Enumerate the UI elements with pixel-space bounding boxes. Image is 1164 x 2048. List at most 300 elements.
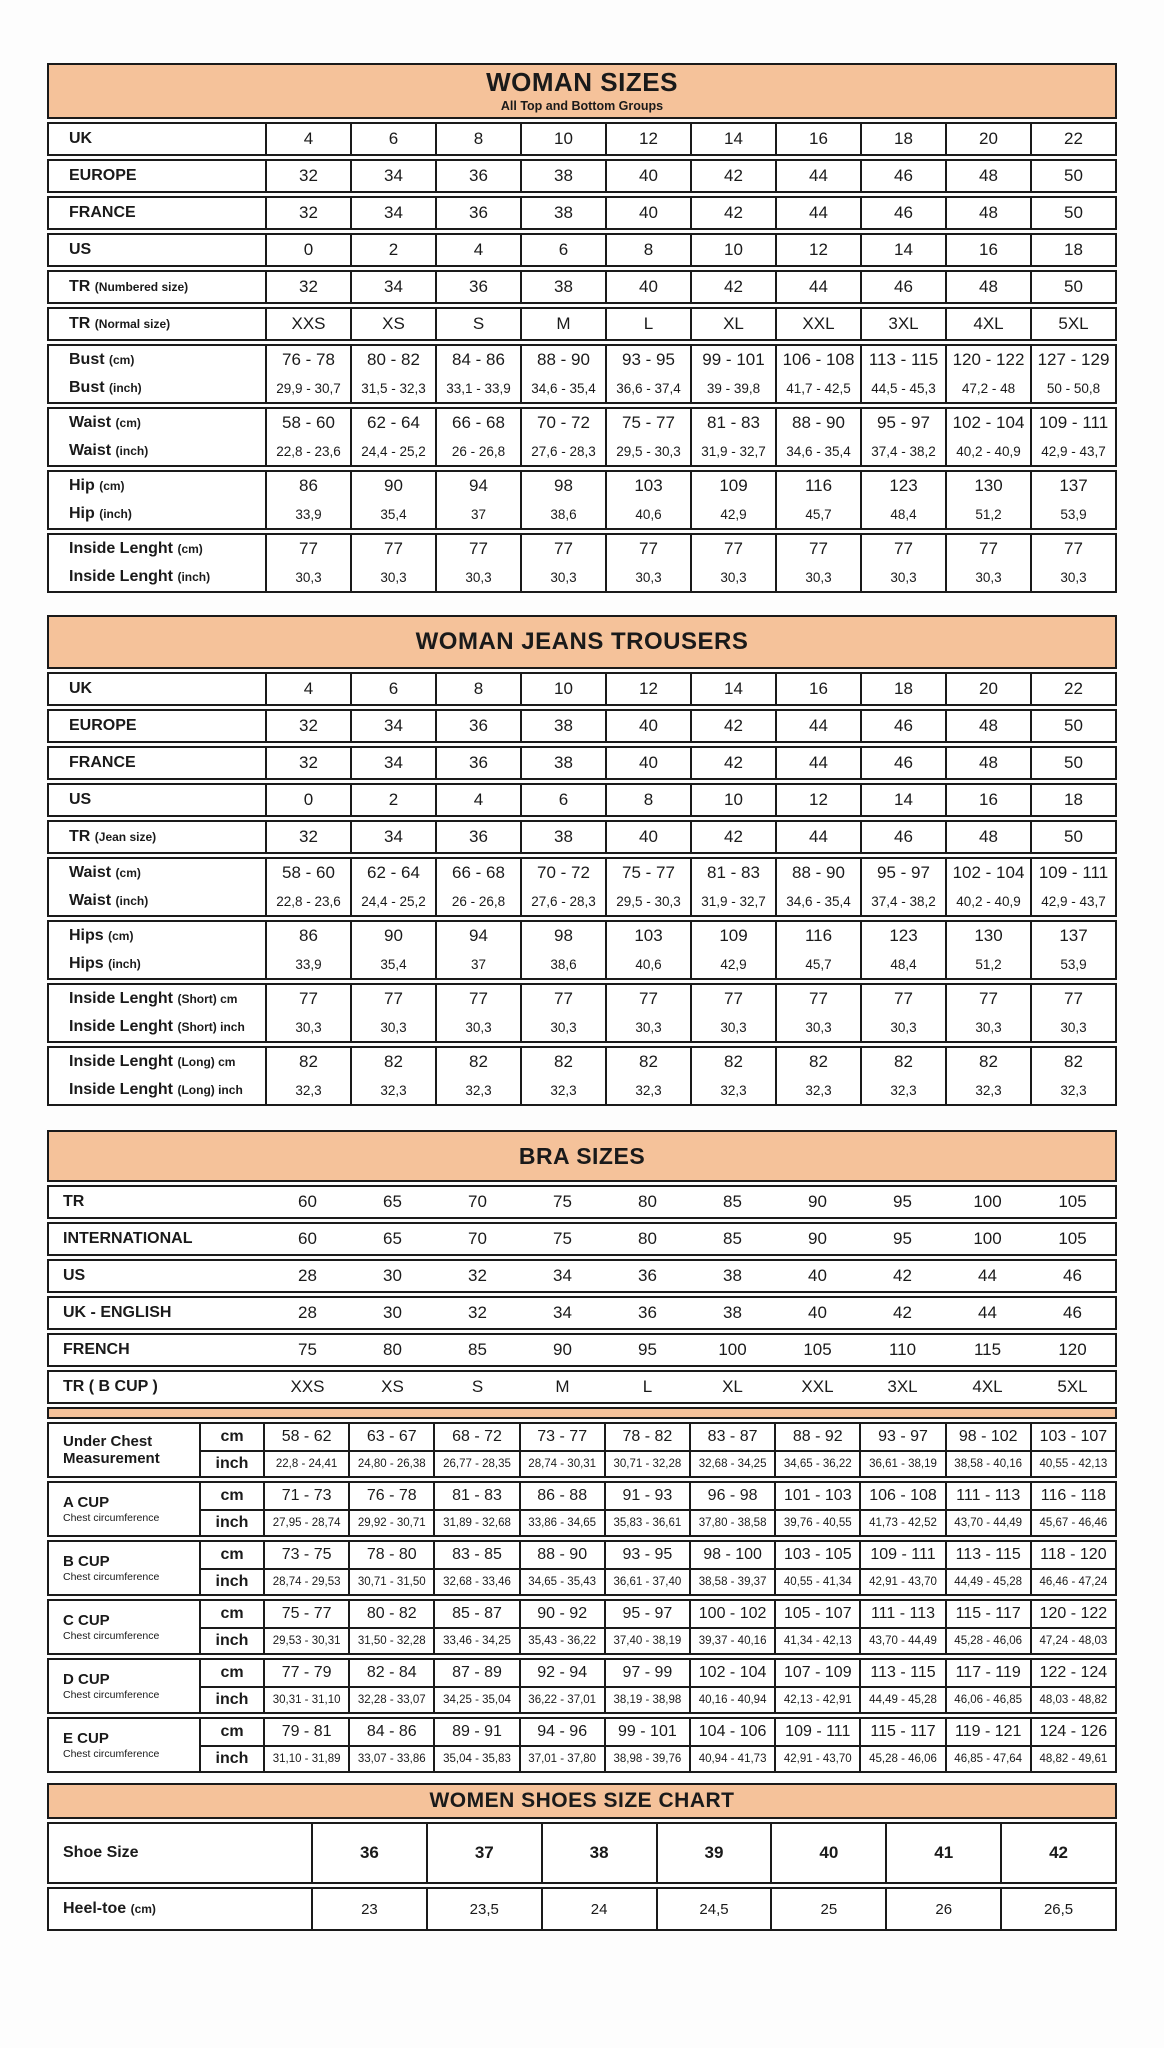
value-cell: 90 bbox=[808, 1229, 827, 1248]
value-cell: 45,67 - 46,46 bbox=[1030, 1509, 1115, 1535]
woman-sizes-table bbox=[47, 63, 1117, 593]
table-row bbox=[49, 198, 1115, 228]
table-row bbox=[49, 748, 1115, 778]
value-cell: 14 bbox=[860, 785, 945, 815]
value-cell: 113 - 115 bbox=[859, 1660, 944, 1686]
value-cell: 30,3 bbox=[1030, 1013, 1115, 1041]
value-cell: 79 - 81 bbox=[263, 1719, 348, 1745]
row-label: EUROPE bbox=[69, 167, 137, 184]
value-cell: 42 bbox=[1000, 1824, 1115, 1882]
value-cell: 90 - 92 bbox=[519, 1601, 604, 1627]
table-row-group bbox=[47, 1333, 1117, 1367]
value-cell: 42,9 - 43,7 bbox=[1030, 887, 1115, 915]
unit-cell: cm bbox=[199, 1542, 263, 1568]
value-cell: 46,85 - 47,64 bbox=[945, 1745, 1030, 1771]
value-cell: 30,3 bbox=[775, 563, 860, 591]
value-cell: 47,2 - 48 bbox=[945, 374, 1030, 402]
value-cell: 32 bbox=[265, 748, 350, 778]
value-cell: 53,9 bbox=[1030, 950, 1115, 978]
table-row-group bbox=[47, 233, 1117, 267]
value-cell: 65 bbox=[383, 1192, 402, 1211]
value-cell: 88 - 92 bbox=[774, 1424, 859, 1450]
value-cell: 32 bbox=[265, 272, 350, 302]
value-cell: 86 - 88 bbox=[519, 1483, 604, 1509]
value-cell: 90 bbox=[350, 472, 435, 500]
women-shoes-title: WOMEN SHOES SIZE CHART bbox=[429, 1788, 735, 1812]
value-cell: 27,95 - 28,74 bbox=[263, 1509, 348, 1535]
value-cell: 38,19 - 38,98 bbox=[604, 1686, 689, 1712]
value-cell: 46 bbox=[1063, 1266, 1082, 1285]
measure-group bbox=[49, 1601, 1115, 1653]
measure-label: Under Chest Measurement bbox=[63, 1432, 160, 1467]
row-label: TR (Jean size) bbox=[69, 828, 157, 845]
unit-cell: cm bbox=[199, 1660, 263, 1686]
value-cell: 78 - 82 bbox=[604, 1424, 689, 1450]
table-row-group bbox=[47, 1422, 1117, 1478]
value-cell: 111 - 113 bbox=[945, 1483, 1030, 1509]
value-cell: 38,58 - 40,16 bbox=[945, 1450, 1030, 1476]
measure-group bbox=[49, 1719, 1115, 1771]
value-cell: 34 bbox=[350, 748, 435, 778]
value-cell: 95 bbox=[893, 1192, 912, 1211]
table-row-group bbox=[47, 920, 1117, 980]
value-cell: 33,9 bbox=[265, 500, 350, 528]
value-cell: 30,3 bbox=[435, 563, 520, 591]
value-cell: M bbox=[555, 1377, 570, 1396]
table-row bbox=[49, 1076, 1115, 1104]
value-cell: 37 bbox=[435, 950, 520, 978]
value-cell: 34 bbox=[553, 1303, 572, 1322]
value-cell: 40,2 - 40,9 bbox=[945, 437, 1030, 465]
value-cell: 20 bbox=[945, 674, 1030, 704]
value-cell: 98 - 102 bbox=[945, 1424, 1030, 1450]
value-cell: 87 - 89 bbox=[433, 1660, 518, 1686]
value-cell: 4 bbox=[265, 674, 350, 704]
unit-cell: inch bbox=[199, 1509, 263, 1535]
value-cell: 41,34 - 42,13 bbox=[774, 1627, 859, 1653]
value-cell: 34,6 - 35,4 bbox=[775, 887, 860, 915]
value-cell: 45,28 - 46,06 bbox=[945, 1627, 1030, 1653]
value-cell: 6 bbox=[520, 785, 605, 815]
value-cell: 71 - 73 bbox=[263, 1483, 348, 1509]
value-cell: 41,7 - 42,5 bbox=[775, 374, 860, 402]
table-row bbox=[49, 535, 1115, 563]
value-cell: 36 bbox=[311, 1824, 426, 1882]
value-cell: 82 bbox=[605, 1048, 690, 1076]
value-cell: 22,8 - 23,6 bbox=[265, 887, 350, 915]
value-cell: 99 - 101 bbox=[604, 1719, 689, 1745]
row-label: US bbox=[69, 791, 92, 808]
table-row bbox=[49, 1048, 1115, 1076]
value-cell: 115 - 117 bbox=[859, 1719, 944, 1745]
value-cell: 48 bbox=[945, 198, 1030, 228]
row-label: Inside Lenght (cm) bbox=[69, 540, 203, 557]
unit-cell: cm bbox=[199, 1719, 263, 1745]
value-cell: 27,6 - 28,3 bbox=[520, 437, 605, 465]
value-cell: 30,3 bbox=[945, 563, 1030, 591]
row-label: Waist (inch) bbox=[69, 442, 149, 459]
unit-cell: inch bbox=[199, 1568, 263, 1594]
value-cell: XS bbox=[381, 1377, 404, 1396]
value-cell: 36,61 - 37,40 bbox=[604, 1568, 689, 1594]
value-cell: 77 bbox=[435, 985, 520, 1013]
value-cell: 51,2 bbox=[945, 500, 1030, 528]
value-cell: 70 - 72 bbox=[520, 859, 605, 887]
value-cell: 29,5 - 30,3 bbox=[605, 437, 690, 465]
row-label: Shoe Size bbox=[63, 1844, 139, 1861]
value-cell: 37,4 - 38,2 bbox=[860, 887, 945, 915]
value-cell: 24,5 bbox=[656, 1889, 771, 1929]
table-row bbox=[49, 1889, 1115, 1929]
value-cell: 18 bbox=[860, 674, 945, 704]
value-cell: 120 - 122 bbox=[1030, 1601, 1115, 1627]
value-cell: 44,49 - 45,28 bbox=[859, 1686, 944, 1712]
value-cell: 77 bbox=[265, 985, 350, 1013]
value-cell: 8 bbox=[435, 124, 520, 154]
value-cell: 106 - 108 bbox=[859, 1483, 944, 1509]
women-shoes-body bbox=[47, 1822, 1117, 1931]
bra-sizes-title: BRA SIZES bbox=[518, 1142, 646, 1169]
unit-cell: cm bbox=[199, 1424, 263, 1450]
value-cell: 26,77 - 28,35 bbox=[433, 1450, 518, 1476]
value-cell: 26 bbox=[885, 1889, 1000, 1929]
table-row bbox=[49, 985, 1115, 1013]
row-label bbox=[49, 1719, 199, 1771]
row-label: Bust (inch) bbox=[69, 379, 142, 396]
value-cell: 85 bbox=[468, 1340, 487, 1359]
value-cell: 94 - 96 bbox=[519, 1719, 604, 1745]
value-cell: 82 - 84 bbox=[348, 1660, 433, 1686]
value-cell: 137 bbox=[1030, 472, 1115, 500]
woman-sizes-title: WOMAN SIZES bbox=[486, 67, 678, 98]
value-cell: 85 bbox=[723, 1229, 742, 1248]
value-cell: 36 bbox=[435, 198, 520, 228]
value-cell: 4XL bbox=[945, 309, 1030, 339]
value-cell: 6 bbox=[350, 674, 435, 704]
value-cell: XXS bbox=[265, 309, 350, 339]
table-row bbox=[49, 472, 1115, 500]
value-cell: 66 - 68 bbox=[435, 409, 520, 437]
value-cell: 120 bbox=[1058, 1340, 1087, 1359]
value-cell: 81 - 83 bbox=[433, 1483, 518, 1509]
measure-label: A CUP bbox=[63, 1493, 110, 1511]
value-cell: 18 bbox=[860, 124, 945, 154]
value-cell: 46 bbox=[860, 711, 945, 741]
value-cell: 42,9 bbox=[690, 950, 775, 978]
value-cell: 30,3 bbox=[690, 563, 775, 591]
table-row bbox=[49, 1335, 1115, 1365]
value-cell: 82 bbox=[435, 1048, 520, 1076]
value-cell: 38,98 - 39,76 bbox=[604, 1745, 689, 1771]
value-cell: 8 bbox=[435, 674, 520, 704]
value-cell: 116 bbox=[775, 472, 860, 500]
unit-cell: inch bbox=[199, 1450, 263, 1476]
value-cell: 77 bbox=[350, 985, 435, 1013]
value-cell: 44 bbox=[978, 1303, 997, 1322]
value-cell: 32,3 bbox=[520, 1076, 605, 1104]
table-row-group bbox=[47, 746, 1117, 780]
value-cell: 22,8 - 23,6 bbox=[265, 437, 350, 465]
value-cell: 38 bbox=[520, 711, 605, 741]
value-cell: 94 bbox=[435, 922, 520, 950]
row-label bbox=[49, 1424, 199, 1476]
value-cell: 103 - 105 bbox=[774, 1542, 859, 1568]
value-cell: 32,3 bbox=[860, 1076, 945, 1104]
value-cell: 39 bbox=[656, 1824, 771, 1882]
value-cell: 70 bbox=[468, 1229, 487, 1248]
row-label: UK bbox=[69, 680, 93, 697]
value-cell: 51,2 bbox=[945, 950, 1030, 978]
value-cell: 38 bbox=[520, 272, 605, 302]
value-cell: 109 - 111 bbox=[859, 1542, 944, 1568]
row-label: Waist (inch) bbox=[69, 892, 149, 909]
value-cell: 48,82 - 49,61 bbox=[1030, 1745, 1115, 1771]
value-cell: 32 bbox=[468, 1303, 487, 1322]
value-cell: 50 bbox=[1030, 748, 1115, 778]
value-cell: 77 bbox=[265, 535, 350, 563]
value-cell: 26,5 bbox=[1000, 1889, 1115, 1929]
value-cell: 6 bbox=[520, 235, 605, 265]
value-cell: 22 bbox=[1030, 674, 1115, 704]
value-cell: 77 bbox=[1030, 985, 1115, 1013]
table-row bbox=[49, 563, 1115, 591]
value-cell: 130 bbox=[945, 922, 1030, 950]
value-cell: 105 bbox=[803, 1340, 832, 1359]
value-cell: 77 bbox=[945, 535, 1030, 563]
value-cell: 45,28 - 46,06 bbox=[859, 1745, 944, 1771]
value-cell: 82 bbox=[265, 1048, 350, 1076]
table-row bbox=[49, 437, 1115, 465]
value-cell: 31,89 - 32,68 bbox=[433, 1509, 518, 1535]
value-cell: 95 bbox=[893, 1229, 912, 1248]
value-cell: 14 bbox=[690, 124, 775, 154]
value-cell: 30,3 bbox=[520, 563, 605, 591]
value-cell: 100 bbox=[718, 1340, 747, 1359]
value-cell: 40 bbox=[605, 272, 690, 302]
value-cell: 86 bbox=[265, 922, 350, 950]
value-cell: 130 bbox=[945, 472, 1030, 500]
table-row bbox=[49, 124, 1115, 154]
table-row-group bbox=[47, 820, 1117, 854]
value-cell: 82 bbox=[520, 1048, 605, 1076]
measure-sublabel: Chest circumference bbox=[63, 1630, 160, 1643]
value-cell: 40 bbox=[605, 198, 690, 228]
row-label: TR bbox=[63, 1193, 85, 1210]
value-cell: 30,3 bbox=[265, 1013, 350, 1041]
value-cell: 44 bbox=[775, 161, 860, 191]
table-row-group bbox=[47, 1540, 1117, 1596]
value-cell: M bbox=[520, 309, 605, 339]
value-cell: 34 bbox=[553, 1266, 572, 1285]
value-cell: 73 - 75 bbox=[263, 1542, 348, 1568]
measure-label: E CUP bbox=[63, 1729, 109, 1747]
value-cell: 30 bbox=[383, 1303, 402, 1322]
value-cell: XS bbox=[350, 309, 435, 339]
value-cell: 48 bbox=[945, 711, 1030, 741]
table-row-group bbox=[47, 672, 1117, 706]
table-row bbox=[49, 922, 1115, 950]
value-cell: 119 - 121 bbox=[945, 1719, 1030, 1745]
value-cell: 44 bbox=[978, 1266, 997, 1285]
value-cell: 102 - 104 bbox=[945, 859, 1030, 887]
value-cell: 12 bbox=[605, 674, 690, 704]
value-cell: 99 - 101 bbox=[690, 346, 775, 374]
table-row-group bbox=[47, 159, 1117, 193]
row-label: Hip (cm) bbox=[69, 477, 125, 494]
value-cell: 103 bbox=[605, 472, 690, 500]
value-cell: 105 - 107 bbox=[774, 1601, 859, 1627]
value-cell: 10 bbox=[520, 124, 605, 154]
value-cell: 48,4 bbox=[860, 500, 945, 528]
value-cell: 98 bbox=[520, 922, 605, 950]
table-row bbox=[49, 409, 1115, 437]
value-cell: 81 - 83 bbox=[690, 859, 775, 887]
table-row-group bbox=[47, 1046, 1117, 1106]
value-cell: 40 bbox=[770, 1824, 885, 1882]
measure-group bbox=[49, 1660, 1115, 1712]
value-cell: 40,55 - 41,34 bbox=[774, 1568, 859, 1594]
row-label: Inside Lenght (Long) inch bbox=[69, 1081, 243, 1098]
value-cell: 109 - 111 bbox=[1030, 859, 1115, 887]
value-cell: 32,68 - 34,25 bbox=[689, 1450, 774, 1476]
value-cell: 38,58 - 39,37 bbox=[689, 1568, 774, 1594]
value-cell: 109 bbox=[690, 922, 775, 950]
value-cell: 48 bbox=[945, 822, 1030, 852]
value-cell: 41 bbox=[885, 1824, 1000, 1882]
value-cell: 60 bbox=[298, 1192, 317, 1211]
value-cell: 32,68 - 33,46 bbox=[433, 1568, 518, 1594]
value-cell: 30,3 bbox=[690, 1013, 775, 1041]
value-cell: 77 bbox=[605, 535, 690, 563]
value-cell: 101 - 103 bbox=[774, 1483, 859, 1509]
value-cell: 95 - 97 bbox=[604, 1601, 689, 1627]
value-cell: 77 bbox=[435, 535, 520, 563]
value-cell: 83 - 87 bbox=[689, 1424, 774, 1450]
value-cell: 33,86 - 34,65 bbox=[519, 1509, 604, 1535]
value-cell: 32,3 bbox=[945, 1076, 1030, 1104]
value-cell: 46,46 - 47,24 bbox=[1030, 1568, 1115, 1594]
table-row-group bbox=[47, 122, 1117, 156]
value-cell: 77 bbox=[775, 535, 860, 563]
value-cell: 36,22 - 37,01 bbox=[519, 1686, 604, 1712]
value-cell: 35,04 - 35,83 bbox=[433, 1745, 518, 1771]
value-cell: 77 bbox=[945, 985, 1030, 1013]
value-cell: 30,3 bbox=[945, 1013, 1030, 1041]
value-cell: 12 bbox=[775, 235, 860, 265]
value-cell: 30,3 bbox=[265, 563, 350, 591]
value-cell: 77 bbox=[860, 535, 945, 563]
value-cell: 91 - 93 bbox=[604, 1483, 689, 1509]
value-cell: 63 - 67 bbox=[348, 1424, 433, 1450]
row-label: US bbox=[69, 241, 92, 258]
table-row bbox=[49, 309, 1115, 339]
value-cell: 100 - 102 bbox=[689, 1601, 774, 1627]
value-cell: 85 bbox=[723, 1192, 742, 1211]
row-label: UK bbox=[69, 130, 93, 147]
table-row bbox=[49, 711, 1115, 741]
value-cell: 29,53 - 30,31 bbox=[263, 1627, 348, 1653]
value-cell: 37 bbox=[435, 500, 520, 528]
table-row bbox=[49, 161, 1115, 191]
row-label: FRANCE bbox=[69, 204, 136, 221]
table-row-group bbox=[47, 709, 1117, 743]
value-cell: 105 bbox=[1058, 1229, 1087, 1248]
value-cell: 38 bbox=[723, 1303, 742, 1322]
table-row bbox=[49, 822, 1115, 852]
table-row-group bbox=[47, 1599, 1117, 1655]
value-cell: 100 bbox=[973, 1192, 1002, 1211]
value-cell: 37,01 - 37,80 bbox=[519, 1745, 604, 1771]
value-cell: 18 bbox=[1030, 235, 1115, 265]
value-cell: 46 bbox=[860, 198, 945, 228]
value-cell: 39 - 39,8 bbox=[690, 374, 775, 402]
value-cell: 82 bbox=[775, 1048, 860, 1076]
value-cell: 40,94 - 41,73 bbox=[689, 1745, 774, 1771]
value-cell: 58 - 60 bbox=[265, 859, 350, 887]
row-label: FRENCH bbox=[63, 1341, 130, 1358]
value-cell: 123 bbox=[860, 472, 945, 500]
value-cell: 118 - 120 bbox=[1030, 1542, 1115, 1568]
value-cell: 28 bbox=[298, 1303, 317, 1322]
value-cell: 40 bbox=[605, 711, 690, 741]
value-cell: 35,4 bbox=[350, 500, 435, 528]
woman-sizes-body bbox=[47, 122, 1117, 593]
value-cell: 34 bbox=[350, 711, 435, 741]
value-cell: 42,13 - 42,91 bbox=[774, 1686, 859, 1712]
value-cell: 6 bbox=[350, 124, 435, 154]
value-cell: 44 bbox=[775, 711, 860, 741]
table-row bbox=[49, 346, 1115, 374]
value-cell: 4 bbox=[265, 124, 350, 154]
value-cell: 16 bbox=[775, 674, 860, 704]
row-label: Inside Lenght (inch) bbox=[69, 568, 211, 585]
value-cell: 70 - 72 bbox=[520, 409, 605, 437]
value-cell: 42 bbox=[893, 1266, 912, 1285]
value-cell: 110 bbox=[888, 1340, 917, 1359]
value-cell: 32 bbox=[265, 711, 350, 741]
value-cell: XXL bbox=[801, 1377, 834, 1396]
woman-sizes-subtitle: All Top and Bottom Groups bbox=[500, 98, 664, 113]
value-cell: 50 bbox=[1030, 161, 1115, 191]
value-cell: 89 - 91 bbox=[433, 1719, 518, 1745]
row-label bbox=[49, 1601, 199, 1653]
value-cell: 117 - 119 bbox=[945, 1660, 1030, 1686]
value-cell: 25 bbox=[770, 1889, 885, 1929]
value-cell: 82 bbox=[350, 1048, 435, 1076]
value-cell: 14 bbox=[860, 235, 945, 265]
measure-sublabel: Chest circumference bbox=[63, 1571, 160, 1584]
row-label: Bust (cm) bbox=[69, 351, 135, 368]
value-cell: 31,10 - 31,89 bbox=[263, 1745, 348, 1771]
row-label: Inside Lenght (Long) cm bbox=[69, 1053, 236, 1070]
value-cell: 31,9 - 32,7 bbox=[690, 437, 775, 465]
value-cell: 124 - 126 bbox=[1030, 1719, 1115, 1745]
row-label: Waist (cm) bbox=[69, 414, 141, 431]
value-cell: 42 bbox=[690, 161, 775, 191]
value-cell: 8 bbox=[605, 235, 690, 265]
value-cell: 34 bbox=[350, 161, 435, 191]
measure-group bbox=[49, 1424, 1115, 1476]
measure-label: D CUP bbox=[63, 1670, 110, 1688]
value-cell: 115 - 117 bbox=[945, 1601, 1030, 1627]
value-cell: L bbox=[605, 309, 690, 339]
value-cell: 96 - 98 bbox=[689, 1483, 774, 1509]
unit-cell: cm bbox=[199, 1483, 263, 1509]
value-cell: 30,3 bbox=[1030, 563, 1115, 591]
bra-sizes-table bbox=[47, 1130, 1117, 1773]
woman-jeans-body bbox=[47, 672, 1117, 1106]
value-cell: 36 bbox=[435, 822, 520, 852]
